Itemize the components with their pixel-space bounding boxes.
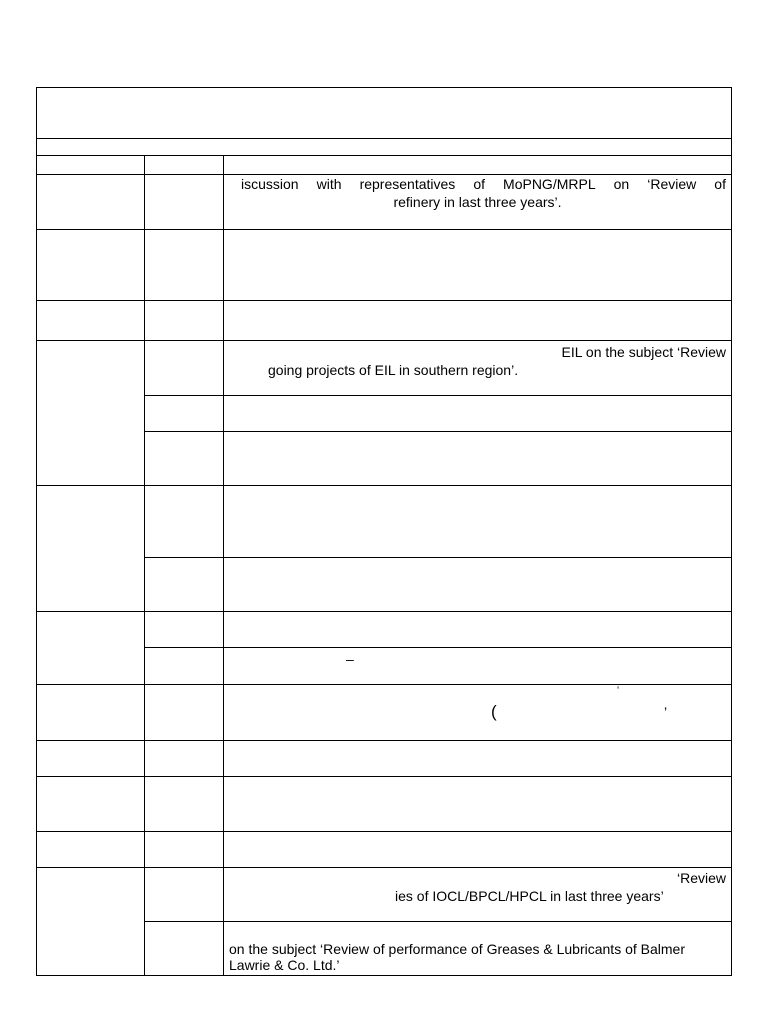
cell-text-r11-dash: – xyxy=(346,651,354,667)
row-divider xyxy=(37,867,731,868)
row-divider xyxy=(37,740,731,741)
cell-text-r12-quote-open: ‘ xyxy=(617,685,620,696)
word: of xyxy=(473,176,485,192)
cell-text-r16-line2: ies of IOCL/BPCL/HPCL in last three years’ xyxy=(395,888,664,904)
row-divider xyxy=(144,647,731,648)
cell-text-r17-line2: Lawrie & Co. Ltd.’ xyxy=(229,957,340,973)
row-divider xyxy=(37,776,731,777)
row-divider xyxy=(37,485,731,486)
column-divider xyxy=(144,155,145,975)
cell-text-r12-quote-close: ’ xyxy=(664,704,668,720)
word: MoPNG/MRPL xyxy=(503,176,596,192)
row-divider xyxy=(37,300,731,301)
cell-text-r16-line1: ‘Review xyxy=(676,870,726,886)
cell-text-r4-line1 xyxy=(241,175,726,193)
row-divider xyxy=(144,431,731,432)
row-divider xyxy=(37,611,731,612)
row-divider xyxy=(37,831,731,832)
row-divider xyxy=(37,229,731,230)
cell-text-r12-paren-open: ( xyxy=(491,702,497,721)
row-divider xyxy=(37,684,731,685)
word: iscussion xyxy=(241,176,299,192)
row-divider xyxy=(37,155,731,156)
row-divider xyxy=(144,395,731,396)
row-divider xyxy=(144,921,731,922)
word: representatives xyxy=(359,176,456,192)
row-divider xyxy=(144,557,731,558)
cell-text-r7-line2: going projects of EIL in southern region’. xyxy=(268,362,519,378)
cell-text-r7-line1: EIL on the subject ‘Review xyxy=(561,344,726,360)
word: ‘Review xyxy=(647,176,697,192)
word: on xyxy=(613,176,630,192)
word: of xyxy=(714,176,726,192)
row-divider xyxy=(37,138,731,139)
word: with xyxy=(316,176,342,192)
cell-text-r17-line1: on the subject ‘Review of performance of Greases & Lubricants of Balmer xyxy=(229,941,685,957)
column-divider xyxy=(223,155,224,975)
cell-text-r4-line2: refinery in last three years’. xyxy=(393,194,562,210)
document-table xyxy=(36,87,732,976)
row-divider xyxy=(37,340,731,341)
